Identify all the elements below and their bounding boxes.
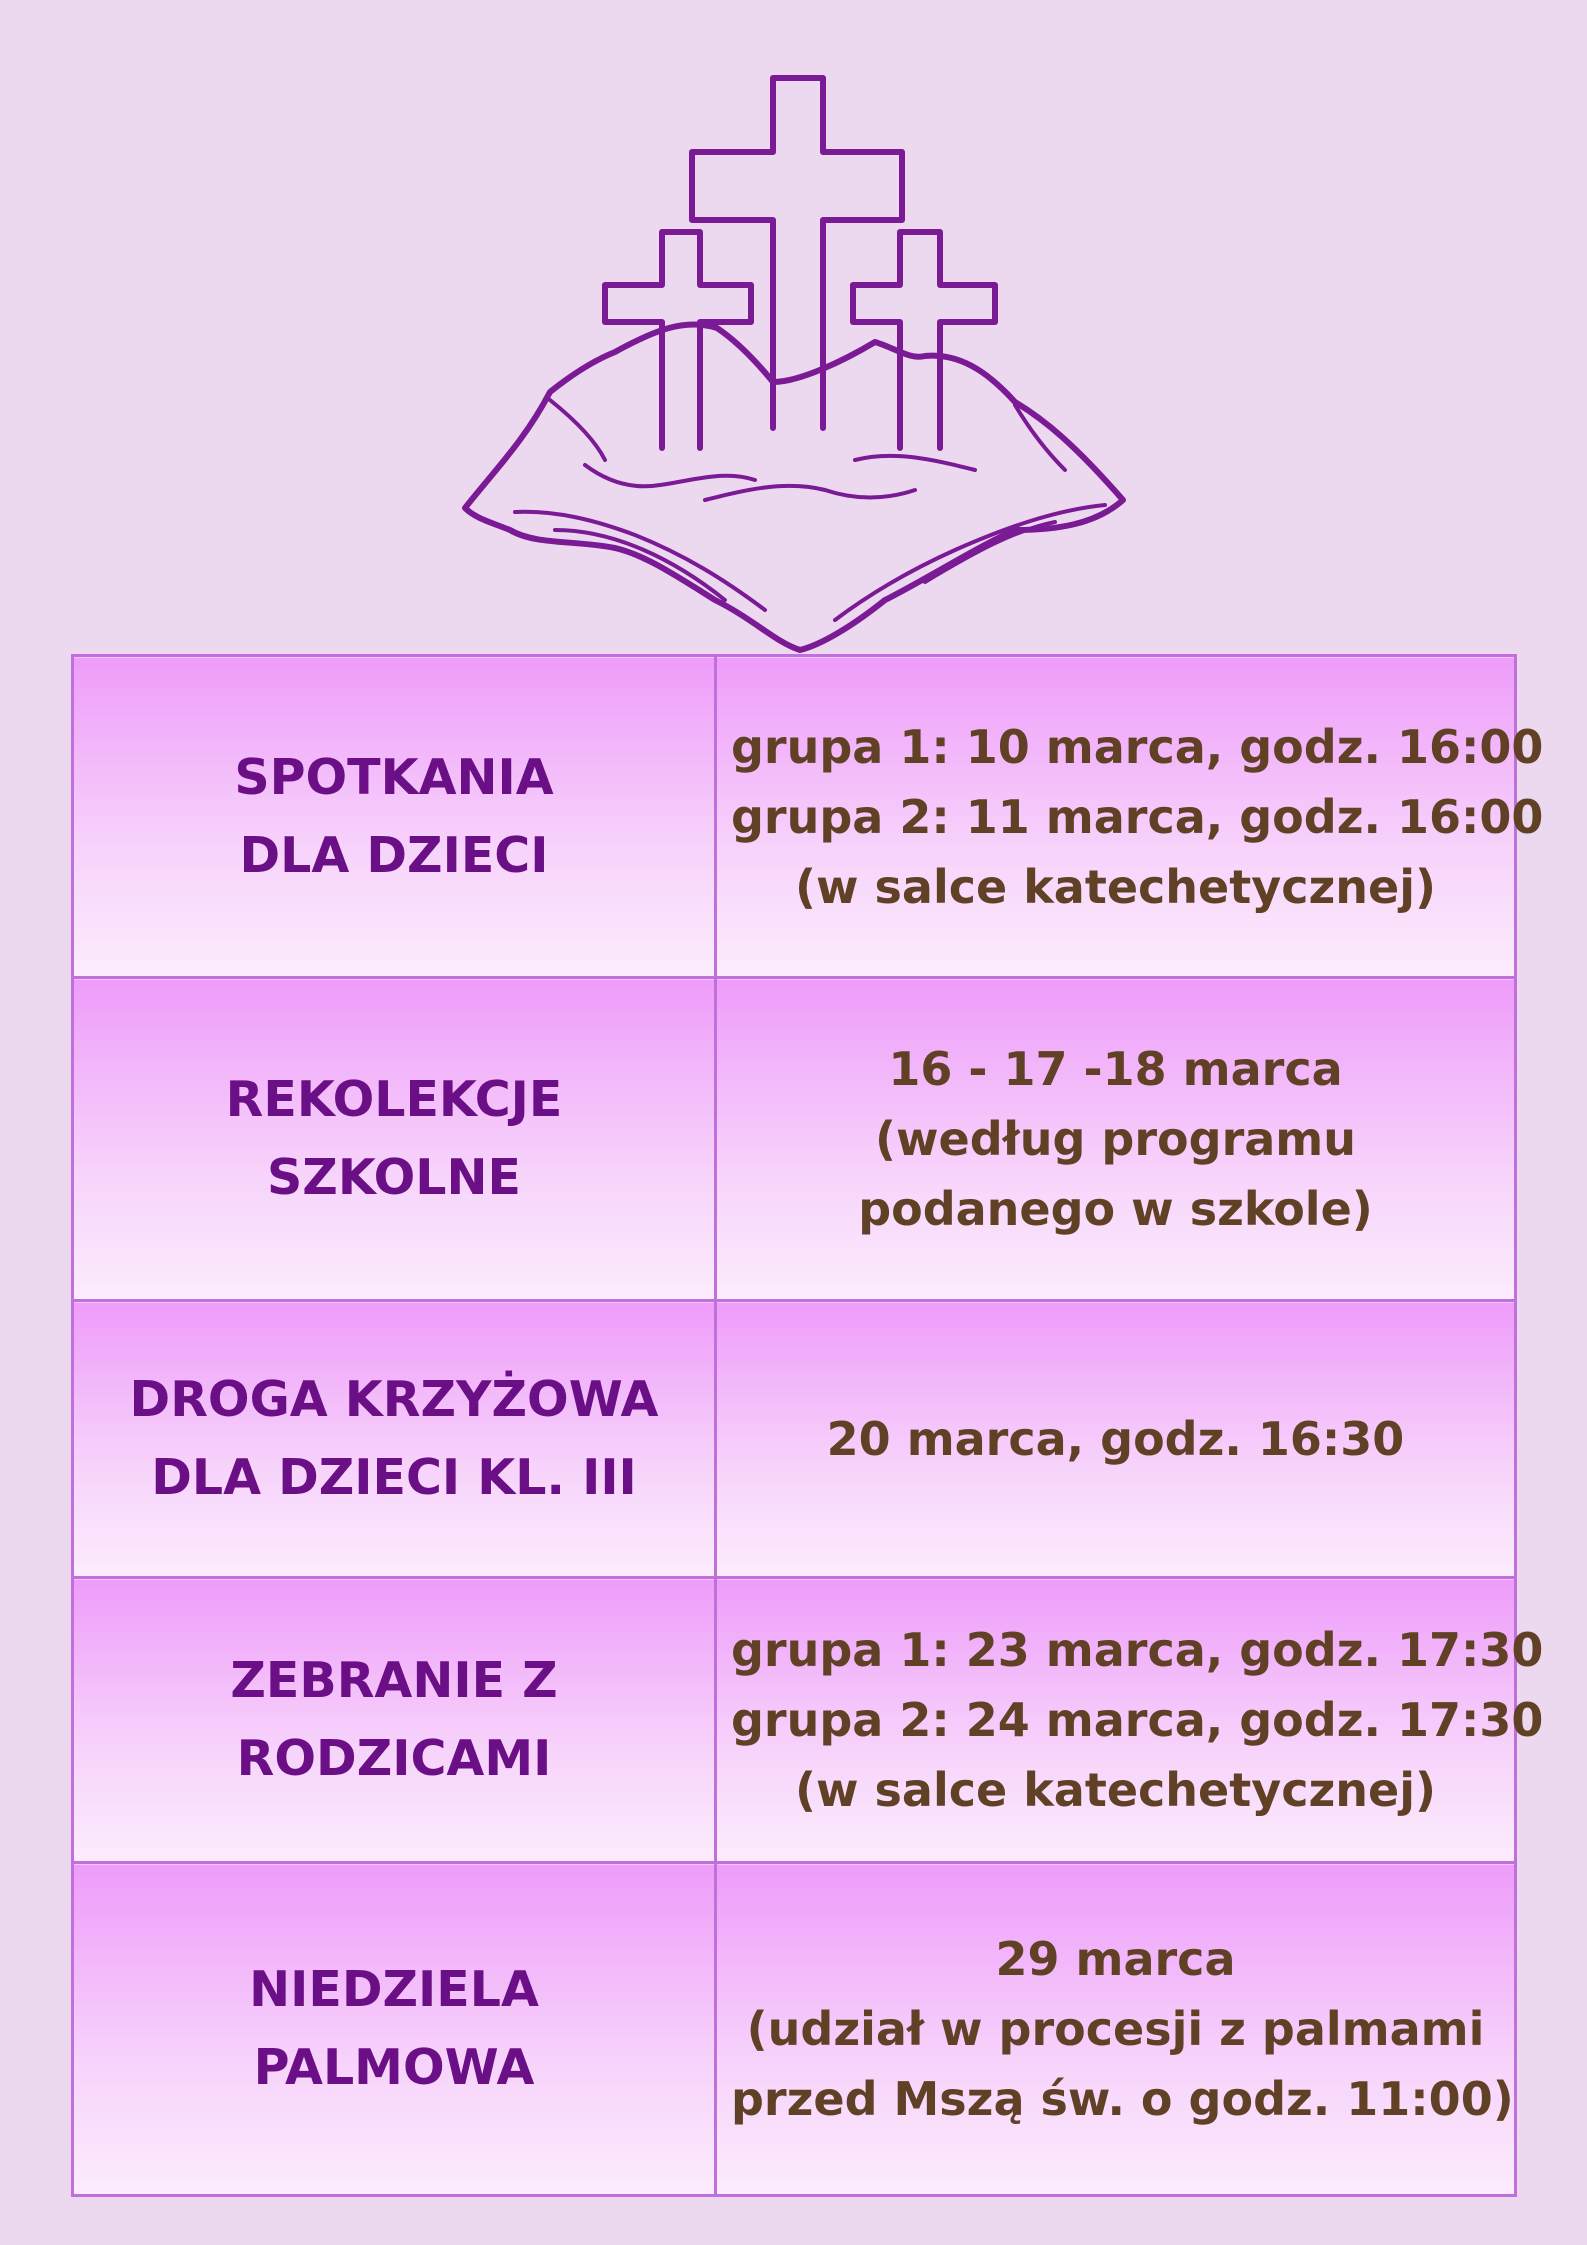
event-details-line: (udział w procesji z palmami <box>746 2002 1485 2056</box>
event-details-cell <box>716 1863 1516 2196</box>
event-name-line: DROGA KRZYŻOWA <box>129 1371 659 1428</box>
event-details-line: (według programu <box>875 1112 1356 1166</box>
event-details-line: 16 - 17 -18 marca <box>888 1042 1343 1096</box>
event-details-cell <box>716 1301 1516 1578</box>
event-details-line: przed Mszą św. o godz. 11:00) <box>731 2072 1514 2126</box>
event-name-cell <box>73 1863 716 2196</box>
event-details-line: (w salce katechetycznej) <box>795 859 1436 914</box>
schedule-row-way-of-the-cross <box>73 1301 1516 1578</box>
event-details-line: 29 marca <box>995 1932 1236 1986</box>
event-details-line: podanego w szkole) <box>858 1182 1373 1236</box>
event-name-line: DLA DZIECI KL. III <box>151 1449 637 1506</box>
schedule-row-palm-sunday <box>73 1863 1516 2196</box>
event-details-line: 20 marca, godz. 16:30 <box>826 1412 1405 1466</box>
event-name-cell <box>73 1578 716 1863</box>
event-name-line: REKOLEKCJE <box>225 1071 563 1128</box>
event-name-line: SPOTKANIA <box>234 748 554 806</box>
event-name-line: PALMOWA <box>253 2039 535 2096</box>
event-name-line: ZEBRANIE Z <box>230 1652 558 1709</box>
schedule-row-school-retreat <box>73 978 1516 1301</box>
event-name-line: DLA DZIECI <box>239 826 549 884</box>
event-name-cell <box>73 656 716 978</box>
event-name-line: RODZICAMI <box>236 1730 552 1787</box>
schedule-row-parents-meeting <box>73 1578 1516 1863</box>
event-details-cell <box>716 1578 1544 1863</box>
event-details-cell <box>716 978 1516 1301</box>
schedule-table <box>71 654 1544 2197</box>
event-name-cell <box>73 1301 716 1578</box>
event-name-line: SZKOLNE <box>267 1149 521 1206</box>
event-name-cell <box>73 978 716 1301</box>
event-details-line: grupa 1: 10 marca, godz. 16:00 <box>731 719 1544 774</box>
event-details-line: (w salce katechetycznej) <box>795 1763 1436 1817</box>
event-details-line: grupa 2: 24 marca, godz. 17:30 <box>731 1693 1544 1747</box>
event-details-line: grupa 1: 23 marca, godz. 17:30 <box>731 1623 1544 1677</box>
event-details-cell <box>716 656 1544 978</box>
schedule-row-children-meetings <box>73 656 1516 978</box>
three-crosses-on-hill-icon <box>455 60 1135 660</box>
event-name-line: NIEDZIELA <box>249 1961 539 2018</box>
event-details-line: grupa 2: 11 marca, godz. 16:00 <box>731 789 1544 844</box>
